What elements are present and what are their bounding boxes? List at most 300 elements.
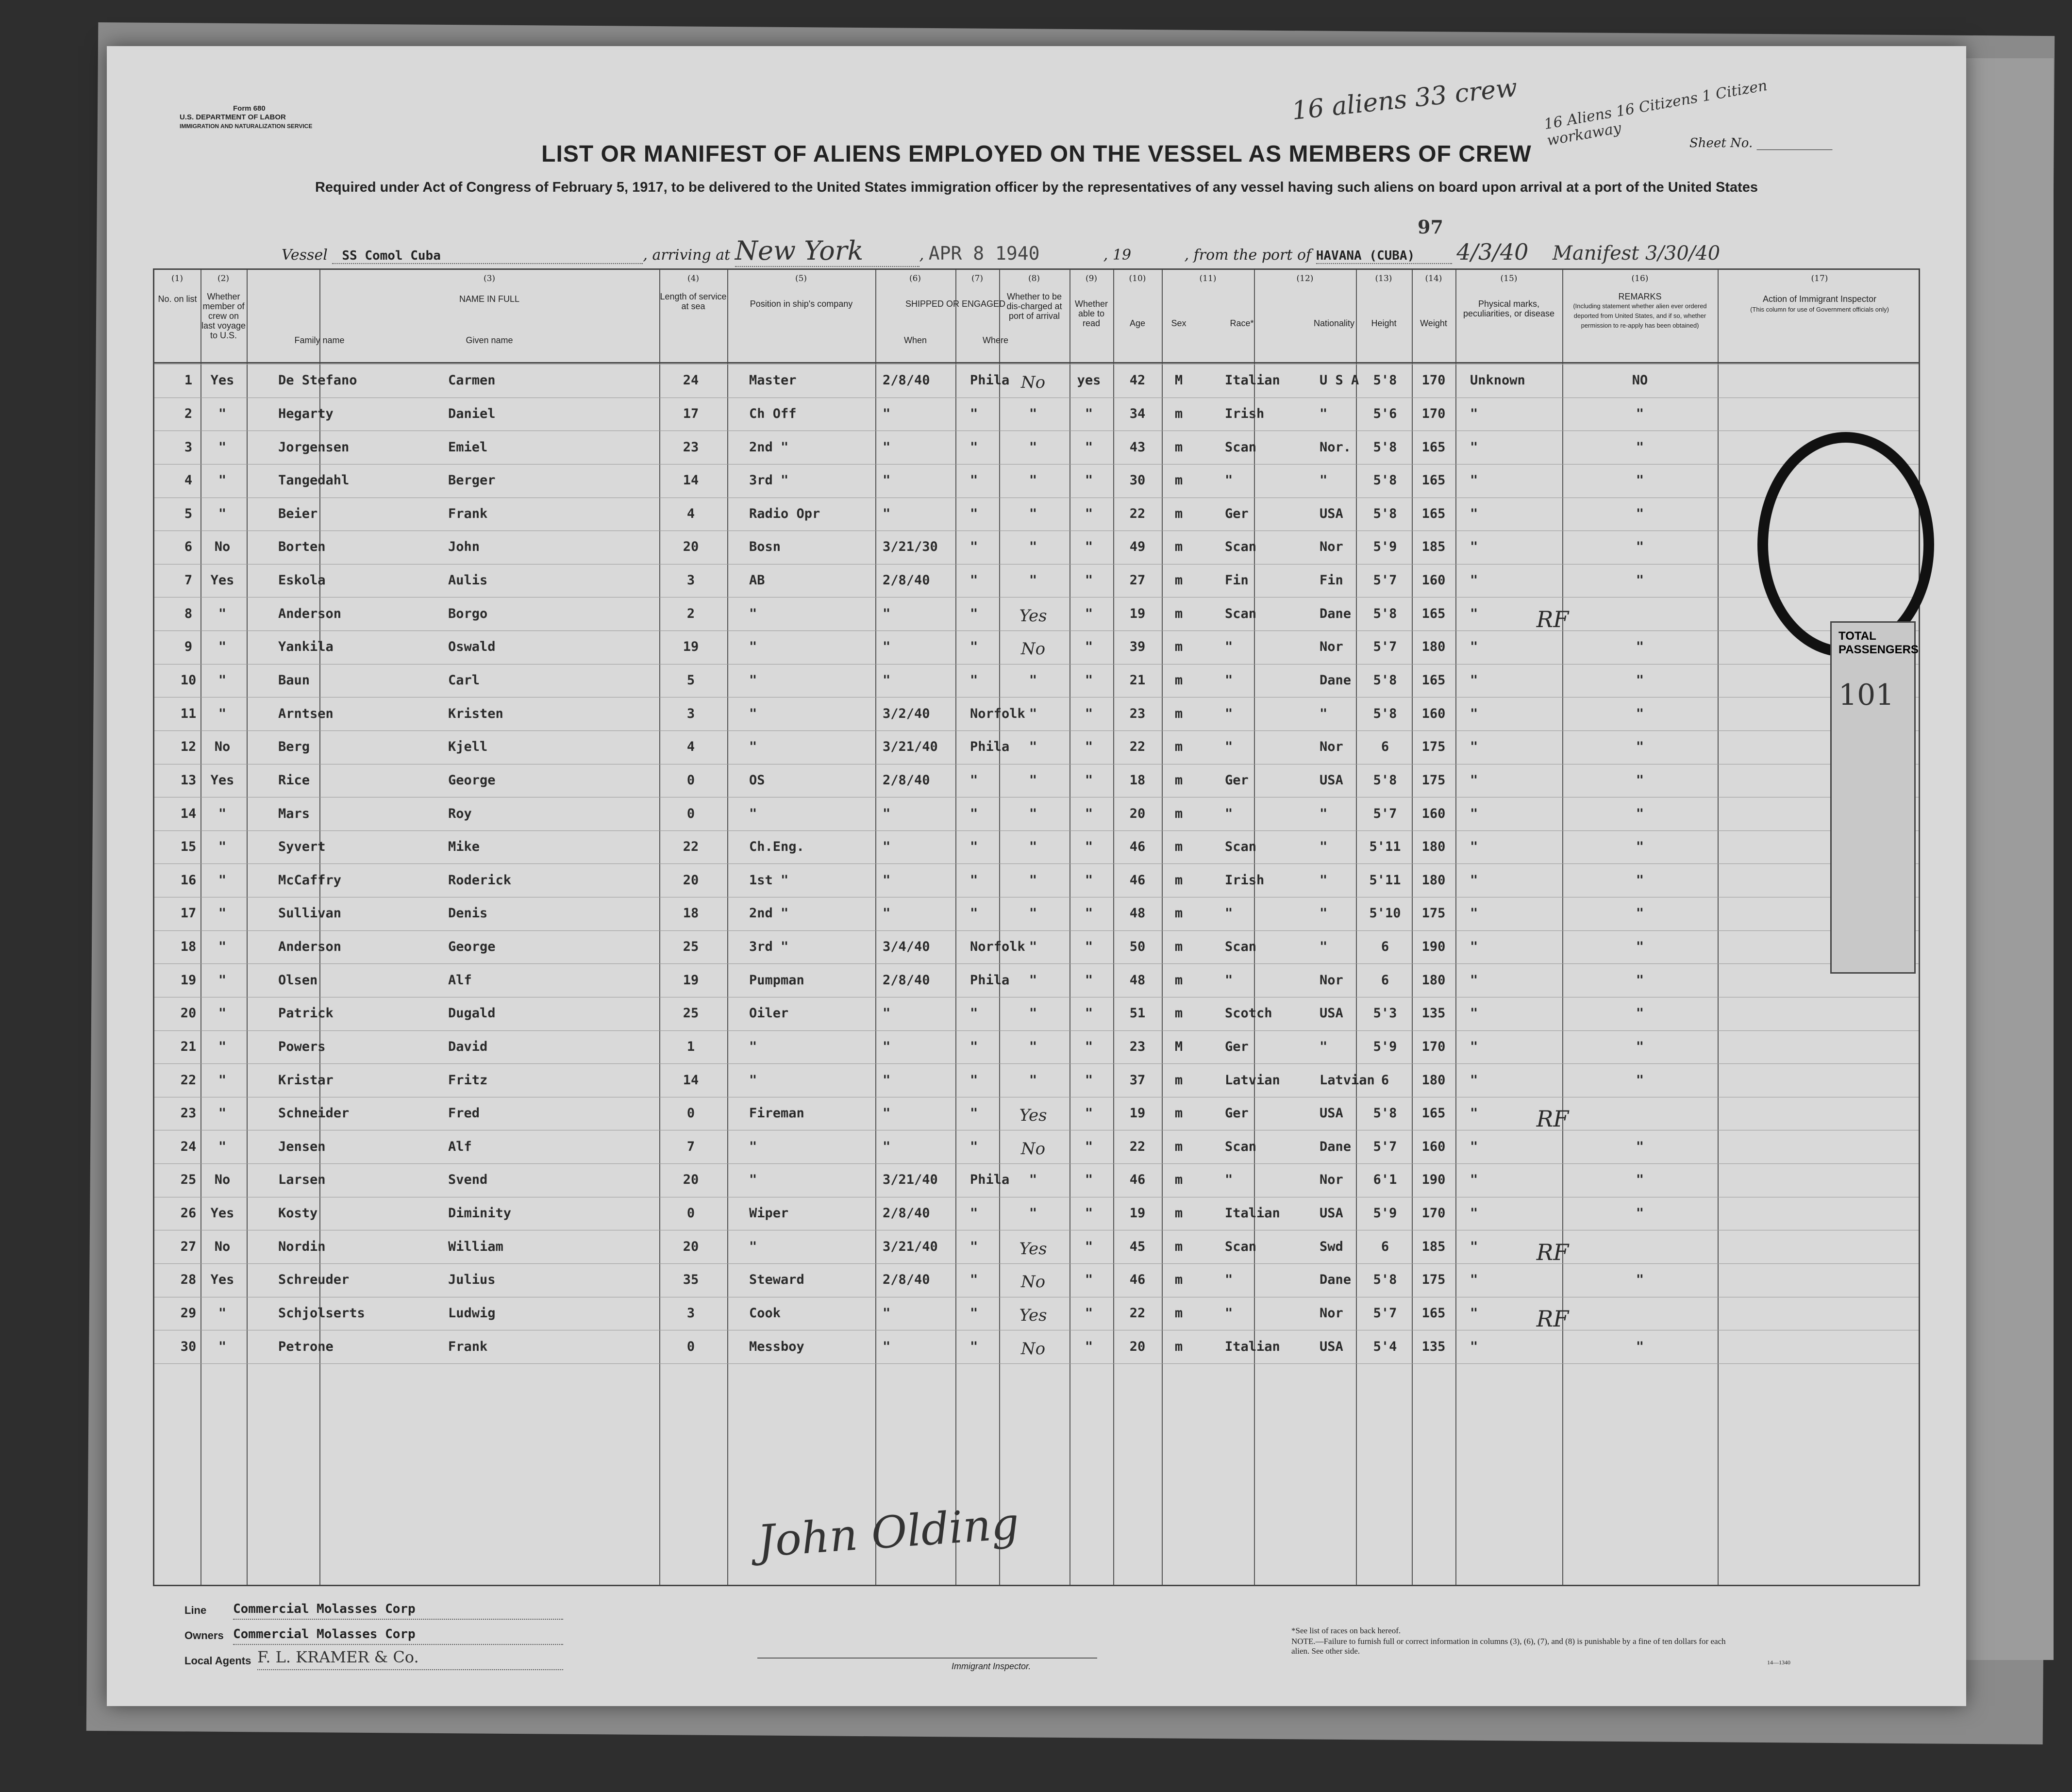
cell-height: 5'8: [1373, 506, 1397, 521]
cell-sex: m: [1174, 1272, 1183, 1288]
passenger-total-tab: [1830, 621, 1919, 974]
column-header: Sex: [1171, 318, 1186, 328]
cell-read: ": [1085, 573, 1093, 588]
cell-when: ": [883, 439, 891, 455]
cell-sex: m: [1174, 406, 1183, 421]
cell-remarks: ": [1636, 506, 1644, 521]
cell-height: 5'8: [1373, 1272, 1397, 1288]
cell-when: 2/8/40: [883, 1272, 930, 1288]
cell-race: Scan: [1225, 439, 1257, 455]
cell-race: Irish: [1225, 872, 1265, 888]
cell-read: ": [1085, 806, 1093, 821]
cell-read: ": [1085, 1039, 1093, 1054]
cell-last: ": [218, 439, 227, 455]
cell-disch: Yes: [1019, 1305, 1047, 1325]
cell-when: ": [883, 1106, 891, 1121]
cell-sex: m: [1174, 606, 1183, 621]
cell-height: 5'7: [1373, 806, 1397, 821]
cell-service: 19: [683, 639, 699, 655]
cell-weight: 160: [1421, 1139, 1446, 1154]
cell-given: Ludwig: [448, 1305, 496, 1321]
cell-service: 14: [683, 1072, 699, 1088]
cell-remarks: ": [1636, 839, 1644, 855]
cell-given: Oswald: [448, 639, 496, 655]
cell-weight: 165: [1421, 1305, 1446, 1321]
cell-phys: ": [1470, 539, 1478, 555]
cell-age: 23: [1129, 1039, 1146, 1054]
cell-service: 20: [683, 1239, 699, 1254]
column-header: Where: [982, 335, 1008, 345]
cell-disch: ": [1029, 406, 1037, 421]
cell-phys: ": [1470, 606, 1478, 621]
cell-nat: Nor.: [1320, 439, 1352, 455]
cell-family: Mars: [278, 806, 310, 821]
cell-no: 4: [184, 473, 193, 488]
cell-family: Baun: [278, 672, 310, 688]
cell-nat: USA: [1320, 1106, 1343, 1121]
cell-sex: m: [1174, 906, 1183, 921]
cell-given: David: [448, 1039, 488, 1054]
cell-phys: ": [1470, 906, 1478, 921]
cell-position: Oiler: [749, 1006, 789, 1021]
cell-position: Ch.Eng.: [749, 839, 804, 855]
cell-family: Nordin: [278, 1239, 326, 1254]
cell-no: 21: [180, 1039, 197, 1054]
cell-last: No: [214, 539, 231, 555]
cell-nat: ": [1320, 406, 1328, 421]
cell-nat: Nor: [1320, 1305, 1343, 1321]
manifest-number: 97: [1418, 216, 1443, 238]
cell-last: Yes: [210, 1272, 234, 1288]
cell-service: 0: [686, 772, 695, 788]
cell-height: 5'8: [1373, 606, 1397, 621]
cell-position: OS: [749, 772, 765, 788]
cell-phys: ": [1470, 1339, 1478, 1354]
cell-when: 3/21/30: [883, 539, 938, 555]
inspector-label: Immigrant Inspector.: [952, 1661, 1031, 1671]
penalty-note: NOTE.—Failure to furnish full or correct information in columns (3), (6), (7), and (8) is punishable by a fine of ten dollars for each alien. See other side.: [1291, 1637, 1726, 1656]
cell-nat: ": [1320, 806, 1328, 821]
cell-family: Patrick: [278, 1006, 334, 1021]
cell-where: ": [970, 906, 978, 921]
cell-phys: ": [1470, 672, 1478, 688]
cell-race: Scan: [1225, 539, 1257, 555]
cell-phys: ": [1470, 772, 1478, 788]
manifest-page: [107, 46, 1966, 1706]
cell-given: Kjell: [448, 739, 488, 755]
cell-remarks: ": [1636, 1339, 1644, 1354]
cell-given: Carmen: [448, 373, 496, 388]
column-header: NAME IN FULL: [459, 294, 520, 304]
cell-read: ": [1085, 1172, 1093, 1188]
cell-race: Ger: [1225, 1039, 1249, 1054]
cell-height: 5'6: [1373, 406, 1397, 421]
cell-height: 5'8: [1373, 439, 1397, 455]
cell-no: 11: [180, 706, 197, 721]
cell-age: 46: [1129, 1172, 1146, 1188]
cell-race: Irish: [1225, 406, 1265, 421]
cell-when: 3/2/40: [883, 706, 930, 721]
cell-read: ": [1085, 539, 1093, 555]
cell-disch: ": [1029, 906, 1037, 921]
cell-no: 9: [184, 639, 193, 655]
cell-family: De Stefano: [278, 373, 357, 388]
year-label: 19: [1112, 247, 1132, 264]
cell-race: Ger: [1225, 772, 1249, 788]
cell-phys: ": [1470, 1305, 1478, 1321]
owners-value: Commercial Molasses Corp: [233, 1627, 416, 1642]
cell-remarks: ": [1636, 1139, 1644, 1154]
cell-family: McCaffry: [278, 872, 342, 888]
cell-sex: m: [1174, 639, 1183, 655]
cell-last: ": [218, 406, 227, 421]
column-divider: [1412, 270, 1413, 1585]
column-number: (11): [1199, 274, 1217, 283]
cell-age: 51: [1129, 1006, 1146, 1021]
cell-where: Phila: [970, 373, 1010, 388]
cell-weight: 135: [1421, 1006, 1446, 1021]
cell-last: ": [218, 1006, 227, 1021]
cell-phys: ": [1470, 806, 1478, 821]
cell-service: 20: [683, 1172, 699, 1188]
cell-no: 14: [180, 806, 197, 821]
cell-weight: 185: [1421, 1239, 1446, 1254]
cell-sex: m: [1174, 939, 1183, 955]
cell-when: 2/8/40: [883, 373, 930, 388]
column-divider: [659, 270, 660, 1585]
cell-race: ": [1225, 672, 1233, 688]
owners-label: Owners: [184, 1629, 224, 1642]
cell-last: ": [218, 1039, 227, 1054]
cell-sex: m: [1174, 1006, 1183, 1021]
cell-no: 8: [184, 606, 193, 621]
cell-height: 6'1: [1373, 1172, 1397, 1188]
cell-given: Roy: [448, 806, 472, 821]
cell-where: ": [970, 573, 978, 588]
cell-where: ": [970, 406, 978, 421]
cell-given: Frank: [448, 1339, 488, 1354]
cell-given: Borgo: [448, 606, 488, 621]
cell-weight: 160: [1421, 806, 1446, 821]
cell-disch: ": [1029, 672, 1037, 688]
cell-no: 25: [180, 1172, 197, 1188]
column-number: (3): [483, 274, 496, 283]
cell-height: 6: [1381, 1072, 1389, 1088]
hand-note-right: 16 Aliens 16 Citizens 1 Citizen workaway: [1542, 77, 1769, 149]
cell-where: Phila: [970, 1172, 1010, 1188]
vessel-line: Vessel SS Comol Cuba , arriving at New York , APR 8 1940 , 19 , from the port of HAVANA (CUBA) 4/3/40 Manifest 3/30/40: [282, 235, 1721, 266]
cell-last: ": [218, 606, 227, 621]
cell-phys: ": [1470, 1106, 1478, 1121]
cell-height: 5'11: [1369, 839, 1401, 855]
cell-weight: 165: [1421, 473, 1446, 488]
departure-date: 4/3/40: [1456, 239, 1529, 265]
cell-height: 5'11: [1369, 872, 1401, 888]
column-divider: [875, 270, 876, 1585]
cell-race: Scan: [1225, 1139, 1257, 1154]
cell-sex: m: [1174, 1239, 1183, 1254]
cell-read: ": [1085, 606, 1093, 621]
cell-no: 30: [180, 1339, 197, 1354]
cell-disch: ": [1029, 1039, 1037, 1054]
cell-where: ": [970, 606, 978, 621]
cell-where: ": [970, 473, 978, 488]
cell-when: ": [883, 672, 891, 688]
cell-given: George: [448, 772, 496, 788]
cell-sex: m: [1174, 439, 1183, 455]
cell-service: 25: [683, 939, 699, 955]
cell-disch: ": [1029, 939, 1037, 955]
cell-last: ": [218, 1106, 227, 1121]
cell-sex: m: [1174, 706, 1183, 721]
column-divider: [1162, 270, 1163, 1585]
cell-sex: m: [1174, 1305, 1183, 1321]
cell-age: 20: [1129, 1339, 1146, 1354]
cell-nat: ": [1320, 939, 1328, 955]
cell-service: 1: [686, 1039, 695, 1054]
cell-nat: ": [1320, 839, 1328, 855]
cell-service: 20: [683, 872, 699, 888]
cell-phys: ": [1470, 473, 1478, 488]
cell-no: 29: [180, 1305, 197, 1321]
cell-family: Jorgensen: [278, 439, 350, 455]
cell-read: ": [1085, 1072, 1093, 1088]
cell-race: Italian: [1225, 373, 1280, 388]
cell-age: 23: [1129, 706, 1146, 721]
cell-service: 3: [686, 1305, 695, 1321]
cell-race: ": [1225, 806, 1233, 821]
cell-service: 18: [683, 906, 699, 921]
row-rule: [154, 963, 1919, 964]
cell-weight: 170: [1421, 1206, 1446, 1221]
column-header: Whether able to read: [1074, 299, 1108, 328]
cell-position: ": [749, 1139, 757, 1154]
cell-height: 5'7: [1373, 1305, 1397, 1321]
cell-height: 5'8: [1373, 473, 1397, 488]
cell-height: 5'8: [1373, 672, 1397, 688]
cell-last: ": [218, 972, 227, 988]
cell-last: ": [218, 1072, 227, 1088]
cell-last: ": [218, 939, 227, 955]
cell-remarks: ": [1636, 1272, 1644, 1288]
cell-read: ": [1085, 439, 1093, 455]
cell-where: Norfolk: [970, 939, 1025, 955]
cell-race: Scan: [1225, 606, 1257, 621]
cell-given: Fritz: [448, 1072, 488, 1088]
cell-age: 50: [1129, 939, 1146, 955]
row-rule: [154, 930, 1919, 931]
cell-read: ": [1085, 939, 1093, 955]
cell-position: Pumpman: [749, 972, 804, 988]
cell-position: ": [749, 806, 757, 821]
cell-age: 37: [1129, 1072, 1146, 1088]
cell-read: ": [1085, 1339, 1093, 1354]
vessel-name: SS Comol Cuba: [332, 249, 643, 264]
column-header: No. on list: [158, 294, 197, 304]
column-header: Nationality: [1313, 318, 1355, 328]
cell-remarks: RF: [1536, 1239, 1569, 1265]
cell-remarks: ": [1636, 539, 1644, 555]
cell-family: Tangedahl: [278, 473, 350, 488]
cell-service: 19: [683, 972, 699, 988]
cell-race: Scotch: [1225, 1006, 1272, 1021]
cell-weight: 160: [1421, 706, 1446, 721]
cell-phys: ": [1470, 573, 1478, 588]
cell-height: 5'7: [1373, 639, 1397, 655]
cell-height: 5'4: [1373, 1339, 1397, 1354]
cell-race: Scan: [1225, 839, 1257, 855]
cell-when: 3/4/40: [883, 939, 930, 955]
cell-age: 45: [1129, 1239, 1146, 1254]
cell-when: ": [883, 906, 891, 921]
cell-read: ": [1085, 1272, 1093, 1288]
cell-nat: U S A: [1320, 373, 1359, 388]
from-port: HAVANA (CUBA): [1316, 249, 1452, 264]
cell-no: 26: [180, 1206, 197, 1221]
cell-nat: Latvian: [1320, 1072, 1375, 1088]
cell-phys: ": [1470, 839, 1478, 855]
cell-service: 3: [686, 706, 695, 721]
cell-no: 22: [180, 1072, 197, 1088]
column-number: (16): [1631, 274, 1649, 283]
column-number: (1): [171, 274, 184, 283]
cell-phys: ": [1470, 739, 1478, 755]
cell-family: Anderson: [278, 939, 342, 955]
cell-given: Alf: [448, 1139, 472, 1154]
cell-nat: USA: [1320, 772, 1343, 788]
cell-read: ": [1085, 972, 1093, 988]
cell-no: 27: [180, 1239, 197, 1254]
cell-position: ": [749, 1039, 757, 1054]
row-rule: [154, 1163, 1919, 1164]
cell-given: William: [448, 1239, 503, 1254]
cell-where: ": [970, 1239, 978, 1254]
cell-nat: Nor: [1320, 539, 1343, 555]
column-header: Whether to be dis-charged at port of arrival: [1006, 292, 1062, 321]
cell-weight: 180: [1421, 872, 1446, 888]
cell-age: 21: [1129, 672, 1146, 688]
cell-weight: 165: [1421, 1106, 1446, 1121]
cell-remarks: NO: [1632, 373, 1648, 388]
cell-age: 34: [1129, 406, 1146, 421]
cell-age: 42: [1129, 373, 1146, 388]
cell-where: ": [970, 639, 978, 655]
cell-last: Yes: [210, 1206, 234, 1221]
cell-remarks: ": [1636, 972, 1644, 988]
cell-position: Bosn: [749, 539, 781, 555]
cell-weight: 165: [1421, 506, 1446, 521]
cell-family: Arntsen: [278, 706, 334, 721]
cell-position: Messboy: [749, 1339, 804, 1354]
cell-given: Frank: [448, 506, 488, 521]
column-divider: [319, 270, 320, 1585]
cell-where: Phila: [970, 972, 1010, 988]
cell-read: ": [1085, 506, 1093, 521]
cell-last: ": [218, 506, 227, 521]
cell-no: 16: [180, 872, 197, 888]
cell-weight: 185: [1421, 539, 1446, 555]
cell-given: Kristen: [448, 706, 503, 721]
cell-read: ": [1085, 1305, 1093, 1321]
row-rule: [154, 830, 1919, 831]
cell-height: 6: [1381, 972, 1389, 988]
column-number: (9): [1085, 274, 1098, 283]
cell-service: 0: [686, 1106, 695, 1121]
cell-age: 18: [1129, 772, 1146, 788]
cell-sex: m: [1174, 506, 1183, 521]
column-header: Given name: [466, 335, 513, 345]
row-rule: [154, 464, 1919, 465]
cell-disch: ": [1029, 1072, 1037, 1088]
cell-weight: 180: [1421, 1072, 1446, 1088]
cell-where: ": [970, 439, 978, 455]
cell-last: ": [218, 1139, 227, 1154]
arrival-date: APR 8 1940: [928, 243, 1040, 264]
cell-nat: ": [1320, 1039, 1328, 1054]
cell-family: Beier: [278, 506, 318, 521]
cell-last: ": [218, 806, 227, 821]
column-divider: [1455, 270, 1456, 1585]
column-header: REMARKS: [1618, 292, 1662, 301]
cell-nat: ": [1320, 872, 1328, 888]
cell-service: 5: [686, 672, 695, 688]
cell-position: Radio Opr: [749, 506, 820, 521]
column-header: Whether member of crew on last voyage to U.S.: [201, 292, 246, 340]
cell-disch: ": [1029, 1206, 1037, 1221]
row-rule: [154, 730, 1919, 731]
page-title: LIST OR MANIFEST OF ALIENS EMPLOYED ON THE VESSEL AS MEMBERS OF CREW: [541, 141, 1532, 167]
cell-nat: ": [1320, 706, 1328, 721]
cell-where: ": [970, 506, 978, 521]
cell-weight: 175: [1421, 772, 1446, 788]
cell-last: ": [218, 872, 227, 888]
cell-no: 24: [180, 1139, 197, 1154]
cell-no: 18: [180, 939, 197, 955]
cell-service: 2: [686, 606, 695, 621]
cell-remarks: ": [1636, 1039, 1644, 1054]
cell-age: 19: [1129, 606, 1146, 621]
row-rule: [154, 1363, 1919, 1364]
cell-no: 12: [180, 739, 197, 755]
cell-family: Sullivan: [278, 906, 342, 921]
crew-manifest-table: [153, 268, 1920, 1586]
cell-age: 20: [1129, 806, 1146, 821]
cell-disch: ": [1029, 772, 1037, 788]
cell-remarks: ": [1636, 1206, 1644, 1221]
column-number: (12): [1296, 274, 1314, 283]
agents-value: F. L. KRAMER & Co.: [257, 1648, 419, 1666]
cell-no: 3: [184, 439, 193, 455]
cell-sex: m: [1174, 839, 1183, 855]
cell-disch: Yes: [1019, 1239, 1047, 1259]
cell-nat: ": [1320, 906, 1328, 921]
cell-read: ": [1085, 406, 1093, 421]
cell-service: 0: [686, 1206, 695, 1221]
column-header: Physical marks, peculiarities, or disease: [1463, 299, 1555, 318]
column-header: Position in ship's company: [750, 299, 853, 309]
cell-service: 4: [686, 506, 695, 521]
cell-remarks: ": [1636, 872, 1644, 888]
column-divider: [1718, 270, 1719, 1585]
cell-no: 17: [180, 906, 197, 921]
cell-remarks: ": [1636, 772, 1644, 788]
cell-where: ": [970, 1106, 978, 1121]
cell-position: ": [749, 606, 757, 621]
cell-weight: 165: [1421, 606, 1446, 621]
cell-position: 3rd ": [749, 473, 789, 488]
cell-no: 7: [184, 573, 193, 588]
cell-disch: ": [1029, 1172, 1037, 1188]
